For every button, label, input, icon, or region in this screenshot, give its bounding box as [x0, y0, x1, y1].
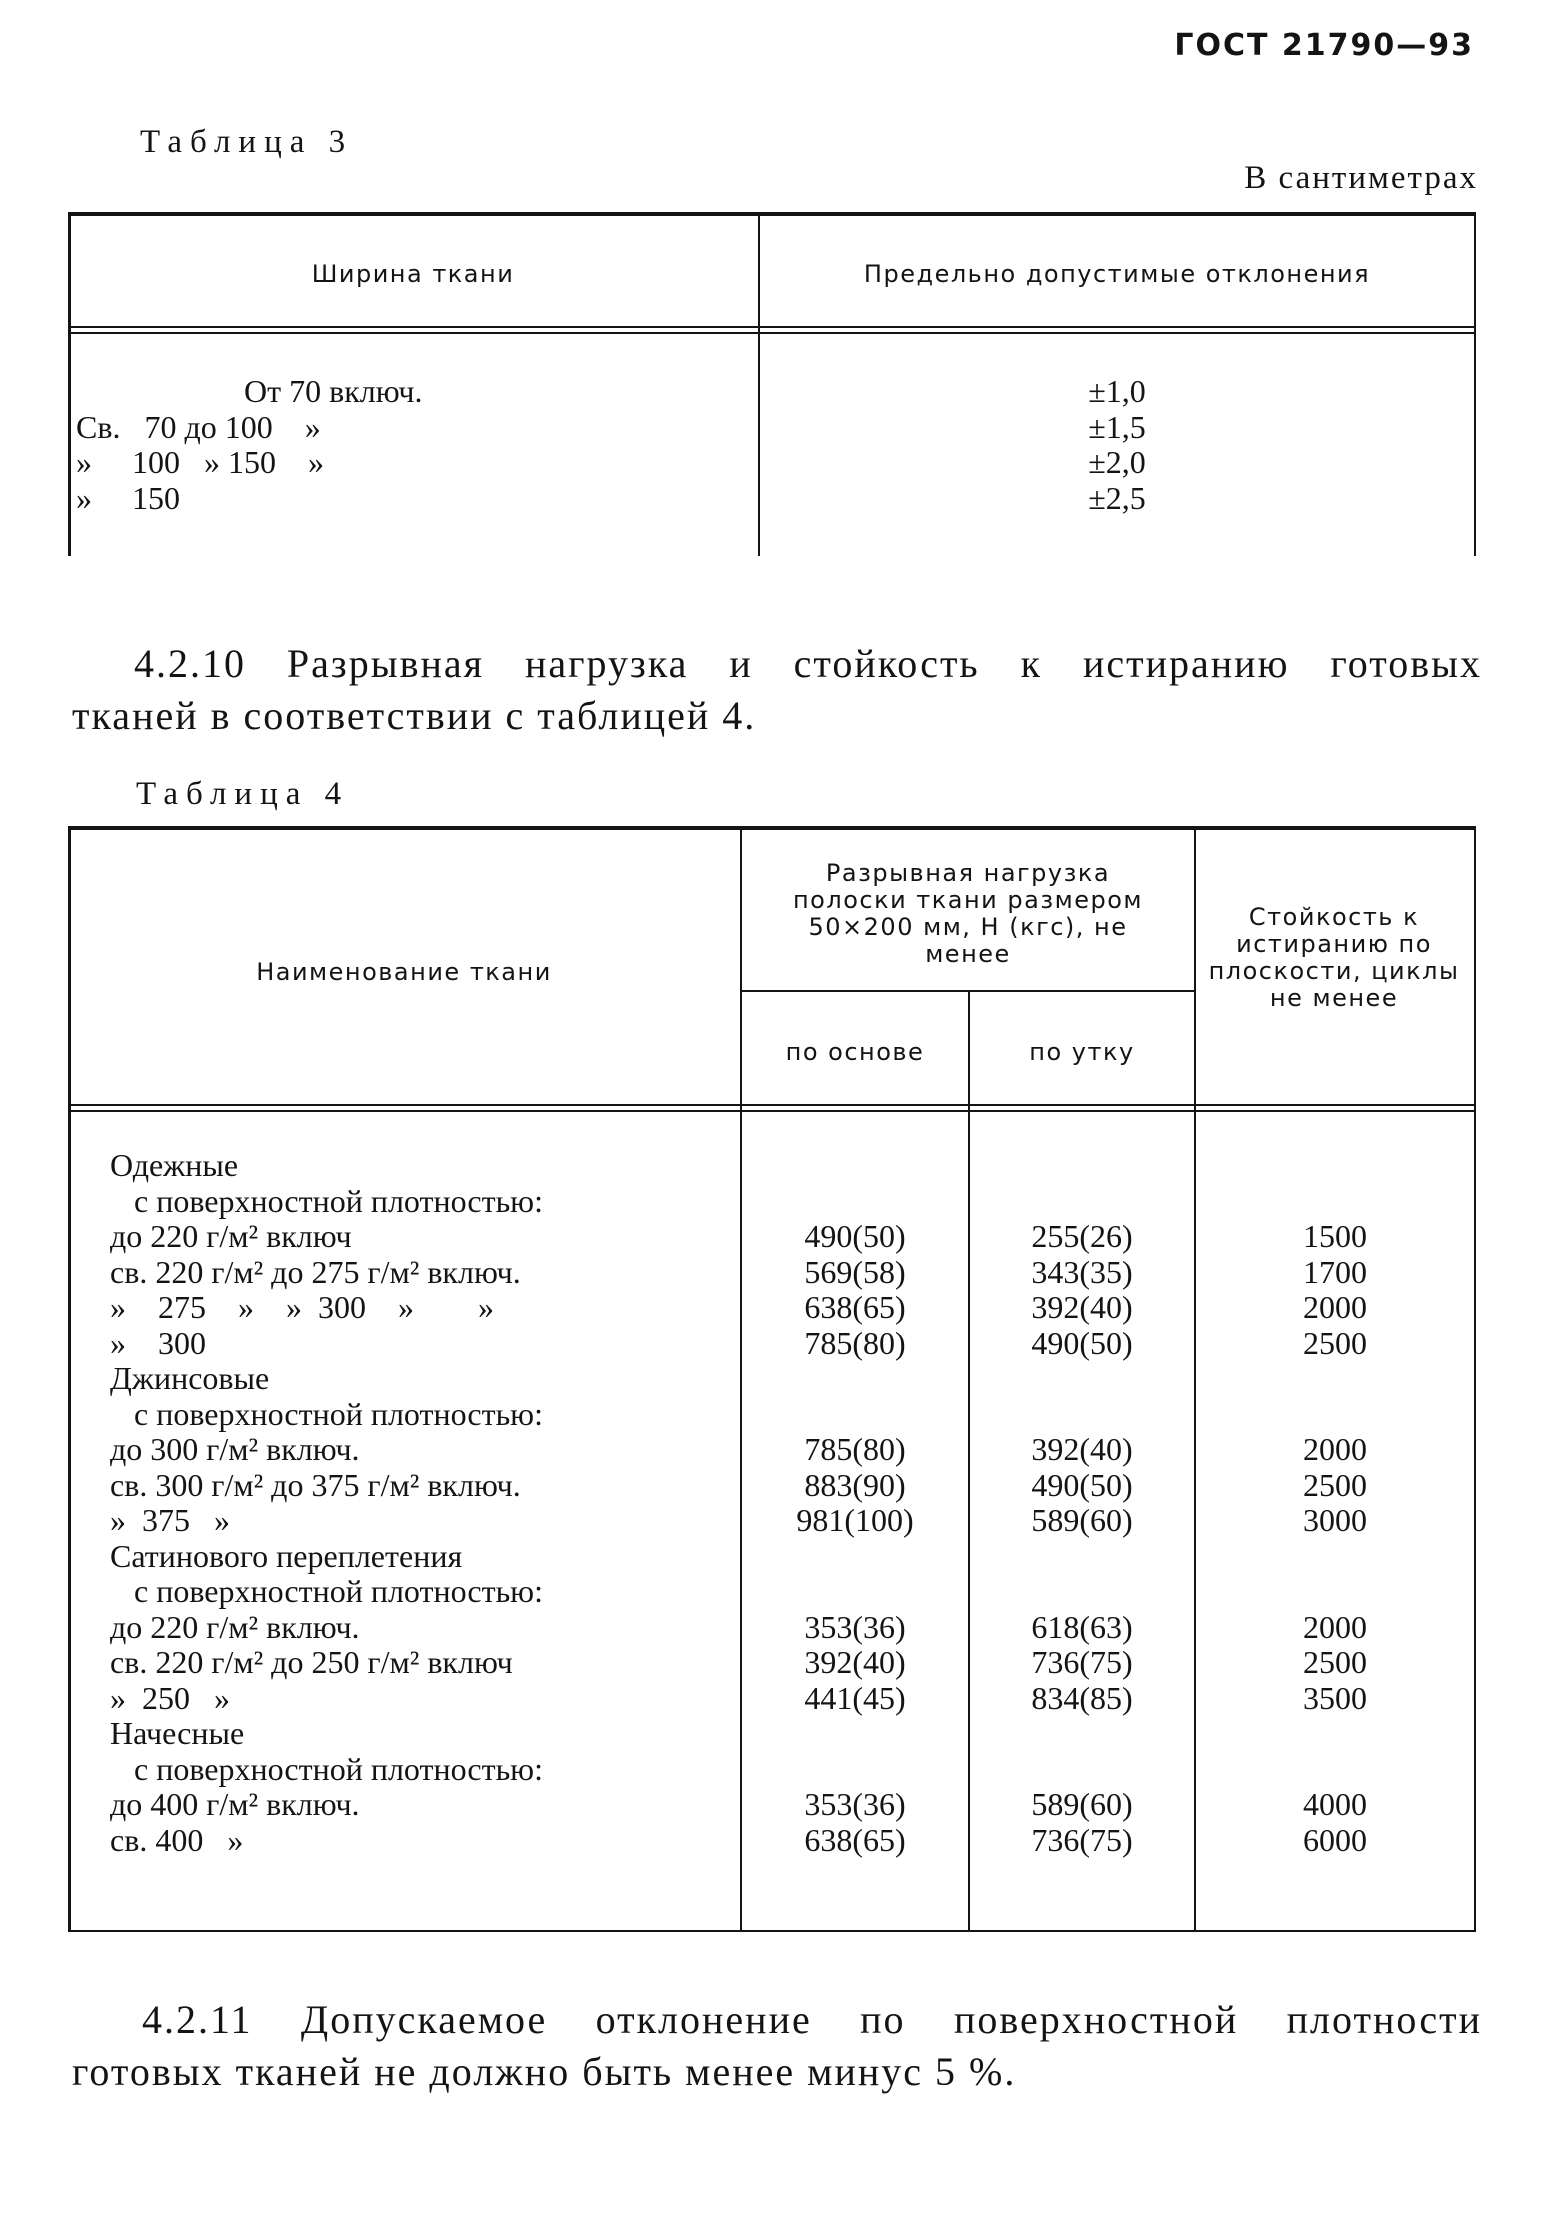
paragraph-line: тканей в соответствии с таблицей 4.: [72, 693, 757, 738]
row-weft-load: 736(75): [1031, 1644, 1133, 1680]
row-name: » 375 »: [110, 1502, 230, 1538]
row-name: Начесные: [110, 1715, 245, 1751]
row-abrasion: 6000: [1303, 1821, 1367, 1858]
row-abrasion: 2000: [1303, 1289, 1367, 1325]
row-weft-load: 589(60): [1031, 1502, 1133, 1538]
table3-deviation-cell: ±2,5: [1088, 479, 1146, 516]
table-row: [110, 1397, 1474, 1433]
row-warp-load: 981(100): [796, 1502, 914, 1538]
table-row: [110, 1681, 1474, 1717]
row-abrasion: 3500: [1303, 1679, 1367, 1716]
paragraph-4-2-11: [72, 1994, 1482, 2098]
table4-header-load: Разрывная нагрузка полоски ткани размером 50×200 мм, Н (кгс), не менее: [792, 859, 1143, 968]
row-name: с поверхностной плотностью:: [110, 1750, 543, 1787]
table-row: [110, 1752, 1474, 1788]
row-abrasion: 1500: [1303, 1218, 1367, 1254]
table-row: [110, 1610, 1474, 1646]
table4-body: [110, 1148, 1474, 1858]
table4-header-weft: по утку: [1029, 1038, 1135, 1066]
table-row: [110, 1184, 1474, 1220]
row-abrasion: 2500: [1303, 1466, 1367, 1503]
row-weft-load: 343(35): [1031, 1253, 1133, 1290]
table4-header-name: Наименование ткани: [256, 958, 552, 986]
table3-units: В сантиметрах: [1244, 160, 1478, 196]
row-name: » 250 »: [110, 1679, 230, 1716]
table3-deviation-cell: ±2,0: [1088, 444, 1146, 480]
table3-header-width: Ширина ткани: [311, 260, 515, 288]
row-warp-load: 353(36): [804, 1608, 906, 1645]
table-row: [110, 1432, 1474, 1468]
row-warp-load: 490(50): [804, 1218, 906, 1254]
row-abrasion: 3000: [1303, 1502, 1367, 1538]
row-name: до 300 г/м² включ.: [110, 1431, 360, 1467]
row-abrasion: 2500: [1303, 1324, 1367, 1361]
row-weft-load: 255(26): [1031, 1218, 1133, 1254]
table-row: [110, 1539, 1474, 1575]
table-row: [110, 1326, 1474, 1362]
row-name: св. 220 г/м² до 275 г/м² включ.: [110, 1253, 521, 1290]
paragraph-line: 4.2.11 Допускаемое отклонение по поверхностной плотности: [142, 1997, 1482, 2042]
row-warp-load: 441(45): [804, 1679, 906, 1716]
row-warp-load: 353(36): [804, 1786, 906, 1822]
table-row: [110, 1468, 1474, 1504]
table3-width-cell: » 100 » 150 »: [76, 444, 324, 480]
table-row: [110, 1290, 1474, 1326]
row-name: Джинсовые: [110, 1360, 270, 1396]
row-name: св. 220 г/м² до 250 г/м² включ: [110, 1644, 513, 1680]
table3-deviation-cell: ±1,0: [1088, 373, 1146, 409]
row-weft-load: 736(75): [1031, 1821, 1133, 1858]
table3-width-column: [76, 374, 746, 516]
row-weft-load: 490(50): [1031, 1324, 1133, 1361]
table3-width-cell: Св. 70 до 100 »: [76, 408, 321, 445]
row-name: св. 300 г/м² до 375 г/м² включ.: [110, 1466, 521, 1503]
paragraph-line: 4.2.10 Разрывная нагрузка и стойкость к истиранию готовых: [134, 641, 1482, 686]
table-row: [110, 1645, 1474, 1681]
row-name: до 220 г/м² включ.: [110, 1608, 360, 1645]
row-warp-load: 785(80): [804, 1431, 906, 1467]
table-row: [110, 1787, 1474, 1823]
paragraph-line: готовых тканей не должно быть менее минус 5 %.: [72, 2049, 1017, 2094]
table3-deviation-cell: ±1,5: [1088, 408, 1146, 445]
row-name: с поверхностной плотностью:: [110, 1182, 543, 1219]
table-row: [110, 1574, 1474, 1610]
row-name: Сатинового переплетения: [110, 1537, 463, 1574]
row-abrasion: 1700: [1303, 1253, 1367, 1290]
row-name: Одежные: [110, 1147, 239, 1183]
row-warp-load: 883(90): [804, 1466, 906, 1503]
table-row: [110, 1503, 1474, 1539]
table-row: [110, 1255, 1474, 1291]
row-name: до 220 г/м² включ: [110, 1218, 352, 1254]
row-name: » 300: [110, 1324, 206, 1361]
table-row: [110, 1823, 1474, 1859]
row-warp-load: 569(58): [804, 1253, 906, 1290]
row-abrasion: 2000: [1303, 1431, 1367, 1467]
table3-caption: Таблица 3: [140, 124, 354, 160]
row-abrasion: 2000: [1303, 1608, 1367, 1645]
row-name: » 275 » » 300 » »: [110, 1289, 494, 1325]
table4-header-warp: по основе: [785, 1038, 925, 1066]
row-weft-load: 589(60): [1031, 1786, 1133, 1822]
row-weft-load: 834(85): [1031, 1679, 1133, 1716]
row-warp-load: 392(40): [804, 1644, 906, 1680]
table-row: [110, 1716, 1474, 1752]
row-warp-load: 638(65): [804, 1821, 906, 1858]
row-abrasion: 4000: [1303, 1786, 1367, 1822]
row-name: до 400 г/м² включ.: [110, 1786, 360, 1822]
row-name: св. 400 »: [110, 1821, 244, 1858]
table3: [68, 212, 1476, 556]
table4-header-abrasion: Стойкость к истиранию по плоскости, циклы не менее: [1208, 903, 1460, 1012]
document-code: ГОСТ 21790—93: [1174, 28, 1474, 63]
table3-width-cell: От 70 включ.: [244, 373, 423, 409]
row-warp-load: 785(80): [804, 1324, 906, 1361]
table3-width-cell: » 150: [76, 479, 180, 516]
table4: [68, 826, 1476, 1934]
row-abrasion: 2500: [1303, 1644, 1367, 1680]
row-name: с поверхностной плотностью:: [110, 1395, 543, 1432]
paragraph-4-2-10: [72, 638, 1482, 742]
table3-deviation-column: [760, 374, 1474, 516]
table3-header-deviation: Предельно допустимые отклонения: [863, 260, 1371, 288]
table-row: [110, 1219, 1474, 1255]
row-name: с поверхностной плотностью:: [110, 1573, 543, 1609]
table4-caption: Таблица 4: [136, 776, 350, 812]
row-weft-load: 392(40): [1031, 1289, 1133, 1325]
table-row: [110, 1361, 1474, 1397]
row-warp-load: 638(65): [804, 1289, 906, 1325]
table-row: [110, 1148, 1474, 1184]
row-weft-load: 618(63): [1031, 1608, 1133, 1645]
row-weft-load: 490(50): [1031, 1466, 1133, 1503]
row-weft-load: 392(40): [1031, 1431, 1133, 1467]
